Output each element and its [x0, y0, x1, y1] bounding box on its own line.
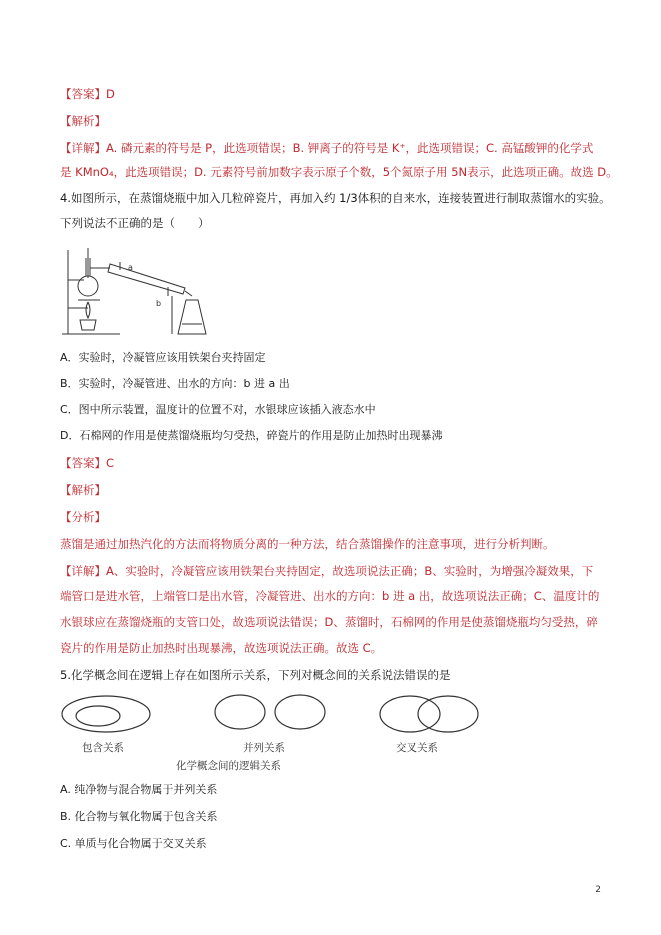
analysis-label: 【解析】	[60, 483, 106, 497]
figure-label-b: b	[156, 299, 162, 308]
question-4-stem-2: 下列说法不正确的是（ ）	[60, 216, 210, 230]
concept-relations-figure	[60, 692, 480, 736]
question-5-stem: 5.化学概念间在逻辑上存在如图所示关系，下列对概念间的关系说法错误的是	[60, 668, 451, 682]
detail-text: A. 磷元素的符号是 P，此选项错误；B. 钾离子的符号是 K⁺，此选项错误；C. 高锰酸钾的化学式	[106, 141, 594, 155]
answer-value: C	[106, 456, 115, 470]
detail-line-2d: 瓷片的作用是防止加热时出现暴沸，故选项说法正确。故选 C。	[60, 641, 383, 655]
fenxi-label: 【分析】	[60, 510, 106, 524]
relation-label-cross: 交叉关系	[396, 742, 438, 754]
q4-option-b: B．实验时，冷凝管进、出水的方向：b 进 a 出	[60, 377, 290, 390]
detail-line-1b	[60, 164, 618, 180]
detail-label: 【详解】	[60, 141, 106, 155]
analysis-line-1	[60, 113, 106, 129]
fenxi-text: 蒸馏是通过加热汽化的方法而将物质分离的一种方法，结合蒸馏操作的注意事项，进行分析判断。	[60, 537, 555, 551]
answer-label: 【答案】	[60, 456, 106, 470]
q4-option-d: D．石棉网的作用是使蒸馏烧瓶均匀受热，碎瓷片的作用是防止加热时出现暴沸	[60, 429, 443, 442]
fenxi-label-line	[60, 509, 106, 525]
relation-label-parallel: 并列关系	[243, 742, 285, 754]
analysis-line-2	[60, 482, 106, 498]
answer-line-2	[60, 455, 114, 471]
q5-option-a: A. 纯净物与混合物属于并列关系	[60, 783, 218, 796]
distillation-apparatus-figure	[60, 240, 210, 340]
detail-text: A、实验时，冷凝管应该用铁架台夹持固定，故选项说法正确；B、实验时，为增强冷凝效果，下	[106, 564, 594, 578]
detail-line-1a	[60, 140, 593, 156]
detail-line-2c: 水银球应在蒸馏烧瓶的支管口处，故选项说法错误；D、蒸馏时，石棉网的作用是使蒸馏烧瓶均匀受热，碎	[60, 615, 598, 629]
question-4-stem: 4.如图所示，在蒸馏烧瓶中加入几粒碎瓷片，再加入约 1/3体积的自来水，连接装置进行制取蒸馏水的实验。	[60, 191, 611, 205]
q5-option-b: B. 化合物与氧化物属于包含关系	[60, 810, 218, 823]
figure-label-a: a	[128, 263, 133, 272]
q4-option-a: A．实验时，冷凝管应该用铁架台夹持固定	[60, 351, 266, 364]
detail-text: 是 KMnO₄，此选项错误；D. 元素符号前加数字表示原子个数，5个氮原子用 5N表示，此选项正确。故选 D。	[60, 165, 618, 179]
q4-option-c: C．图中所示装置，温度计的位置不对，水银球应该插入液态水中	[60, 403, 376, 416]
detail-line-2a	[60, 563, 593, 579]
answer-value: D	[106, 87, 115, 101]
answer-label: 【答案】	[60, 87, 106, 101]
relation-label-inclusion: 包含关系	[82, 742, 124, 754]
analysis-label: 【解析】	[60, 114, 106, 128]
figure-caption: 化学概念间的逻辑关系	[176, 760, 281, 772]
q5-option-c: C. 单质与化合物属于交叉关系	[60, 837, 207, 850]
page-number: 2	[595, 885, 601, 895]
detail-line-2b: 端管口是进水管，上端管口是出水管，冷凝管进、出水的方向：b 进 a 出，故选项说法正确；C、温度计的	[60, 589, 600, 603]
answer-line-1	[60, 86, 115, 102]
detail-label: 【详解】	[60, 564, 106, 578]
